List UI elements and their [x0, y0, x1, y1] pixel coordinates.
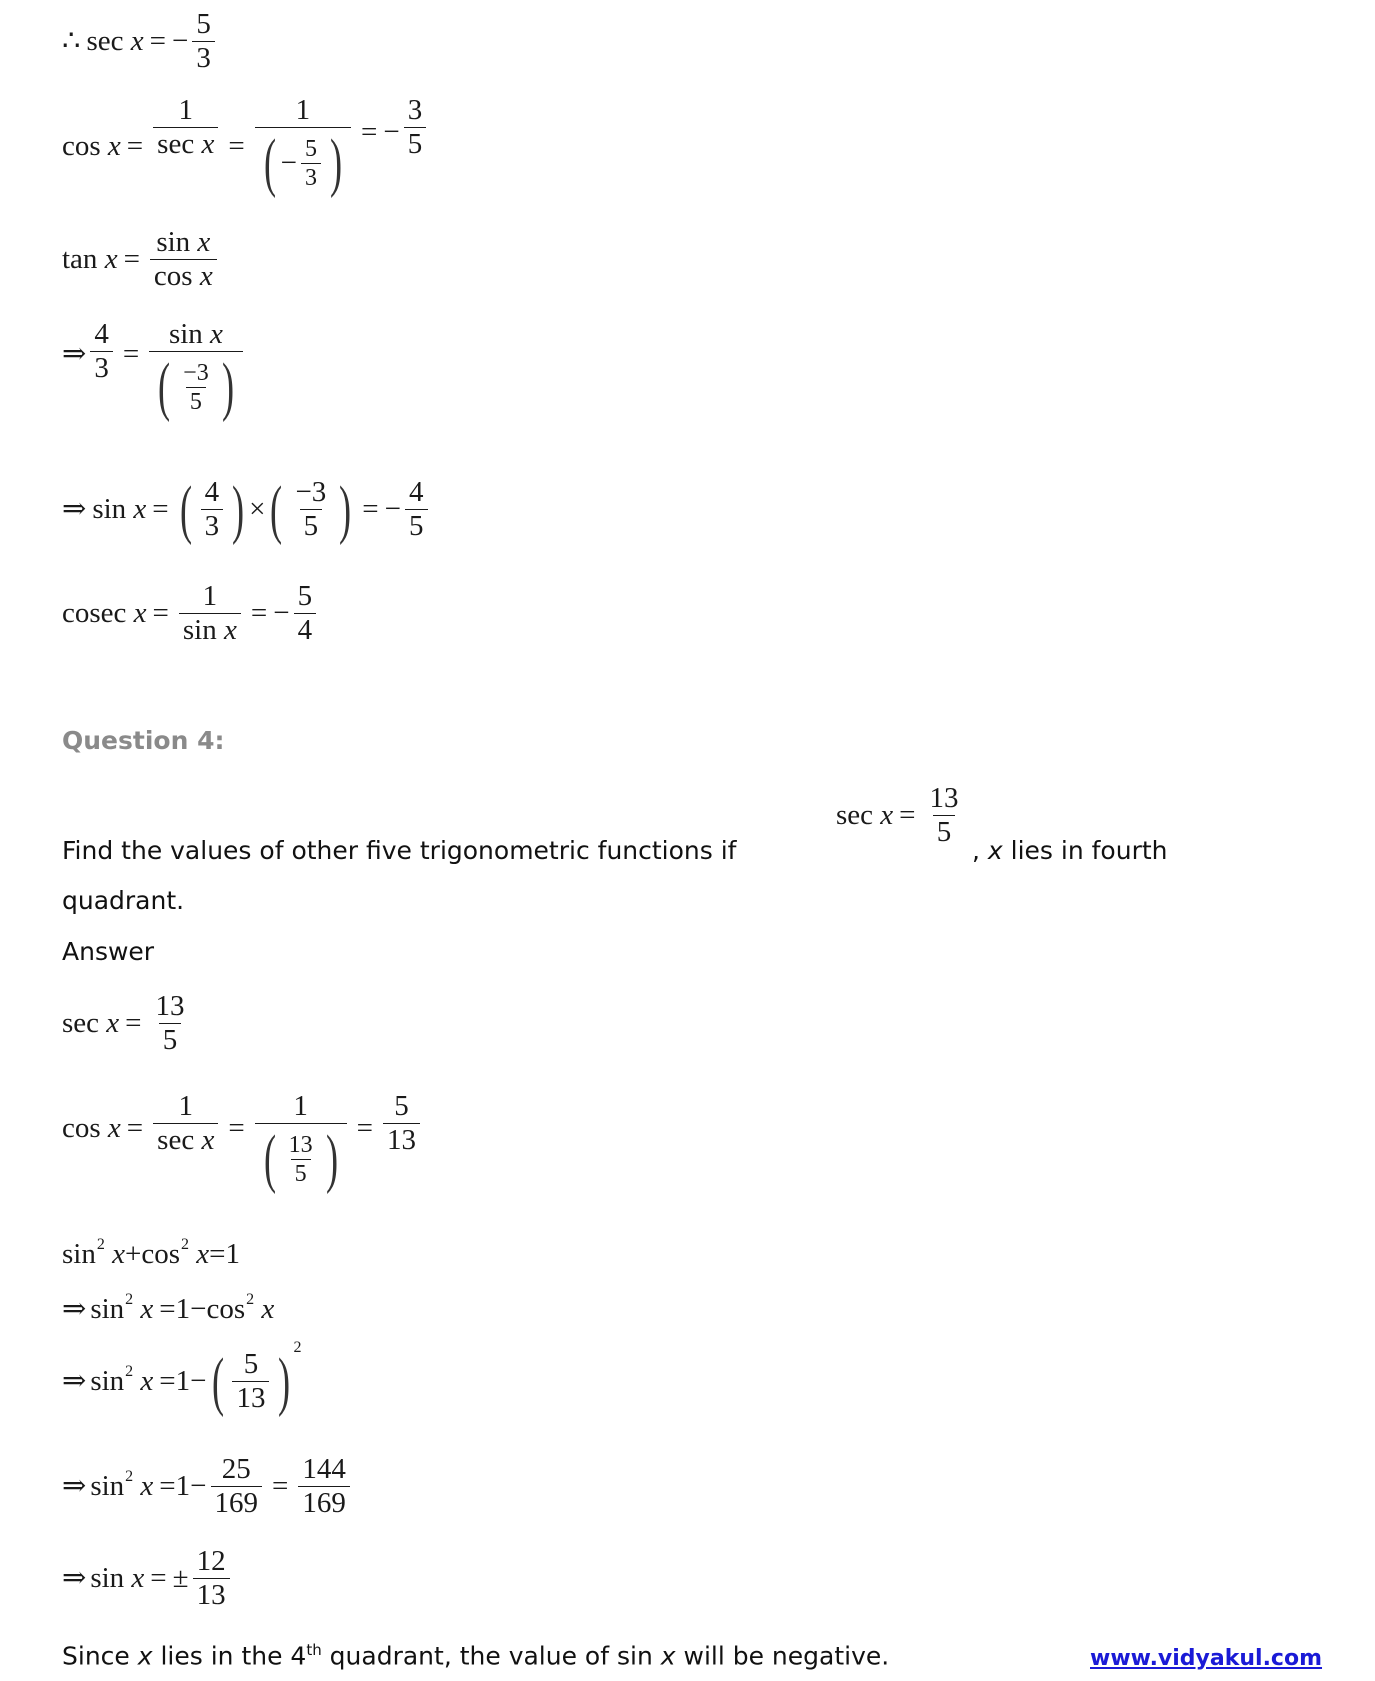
- fraction: $\frac{5}{13}$: [383, 1090, 420, 1157]
- fraction: $\frac{5}{3}$: [192, 8, 215, 75]
- formula-tan: tan x = sin x cos x: [62, 226, 221, 293]
- fraction: $\frac{5}{4}$: [294, 580, 317, 647]
- fraction: $\frac{4}{3}$: [90, 318, 113, 385]
- fraction: $\frac{144}{169}$: [298, 1453, 350, 1520]
- question-text-line2: quadrant.: [62, 886, 185, 915]
- step-5: ⇒ sin x = ± $\frac{12}{13}$: [62, 1545, 234, 1612]
- fraction: 1 sec x: [153, 94, 218, 161]
- watermark-link[interactable]: www.vidyakul.com: [1090, 1646, 1323, 1671]
- answer-cos: cos x = 1 sec x = 1 ( $\frac{13}{5}$ ) = $\frac{5}{13}$: [62, 1090, 424, 1194]
- step-2: ⇒ sin 2 x =1− cos 2 x: [62, 1290, 275, 1325]
- formula-sec-result: ∴ sec x = − $\frac{5}{3}$: [62, 8, 219, 75]
- question-text-tail: , x lies in fourth: [972, 836, 1168, 865]
- answer-label: Answer: [62, 937, 155, 966]
- step-4: ⇒ sin 2 x =1− $\frac{25}{169}$ = $\frac{144}{169}$: [62, 1453, 354, 1520]
- question-text: Find the values of other five trigonometric functions if: [62, 836, 737, 865]
- fraction: sin x cos x: [150, 226, 217, 293]
- fraction: $\frac{4}{5}$: [405, 476, 428, 543]
- identity: sin 2 x + cos 2 x = 1: [62, 1235, 240, 1270]
- fraction: $\frac{13}{5}$: [155, 990, 185, 1056]
- fraction: 1 ( $\frac{13}{5}$ ): [255, 1090, 347, 1194]
- step-3: ⇒ sin 2 x =1− ( $\frac{5}{13}$ ) 2: [62, 1338, 302, 1418]
- conclusion-text: Since x lies in the 4th quadrant, the value of sin x will be negative.: [62, 1641, 890, 1671]
- formula-cos: cos x = 1 sec x = 1 ( − $\frac{5}{3}$ ) = − $\frac{3}{5}$: [62, 94, 430, 198]
- fraction: $\frac{13}{5}$: [929, 782, 959, 848]
- fraction: sin x ( $\frac{-3}{5}$ ): [149, 318, 243, 422]
- formula-step-sin: ⇒ sin x = ( $\frac{4}{3}$ ) × ( $\frac{-3}{5}$ ) = − $\frac{4}{5}$: [62, 476, 432, 543]
- formula-step-tan: ⇒ $\frac{4}{3}$ = sin x ( $\frac{-3}{5}$ ): [62, 318, 247, 422]
- fraction: 1 sec x: [153, 1090, 218, 1157]
- formula-cosec: cosec x = 1 sin x = − $\frac{5}{4}$: [62, 580, 320, 647]
- fraction: 1 ( − $\frac{5}{3}$ ): [255, 94, 351, 198]
- question-heading: Question 4:: [62, 726, 225, 755]
- question-inline-formula: sec x = $\frac{13}{5}$: [836, 782, 967, 849]
- fraction: 1 sin x: [179, 580, 241, 647]
- fraction: $\frac{12}{13}$: [193, 1545, 230, 1612]
- fraction: $\frac{3}{5}$: [404, 94, 427, 161]
- fraction: $\frac{25}{169}$: [211, 1453, 263, 1520]
- answer-sec: sec x = $\frac{13}{5}$: [62, 990, 193, 1057]
